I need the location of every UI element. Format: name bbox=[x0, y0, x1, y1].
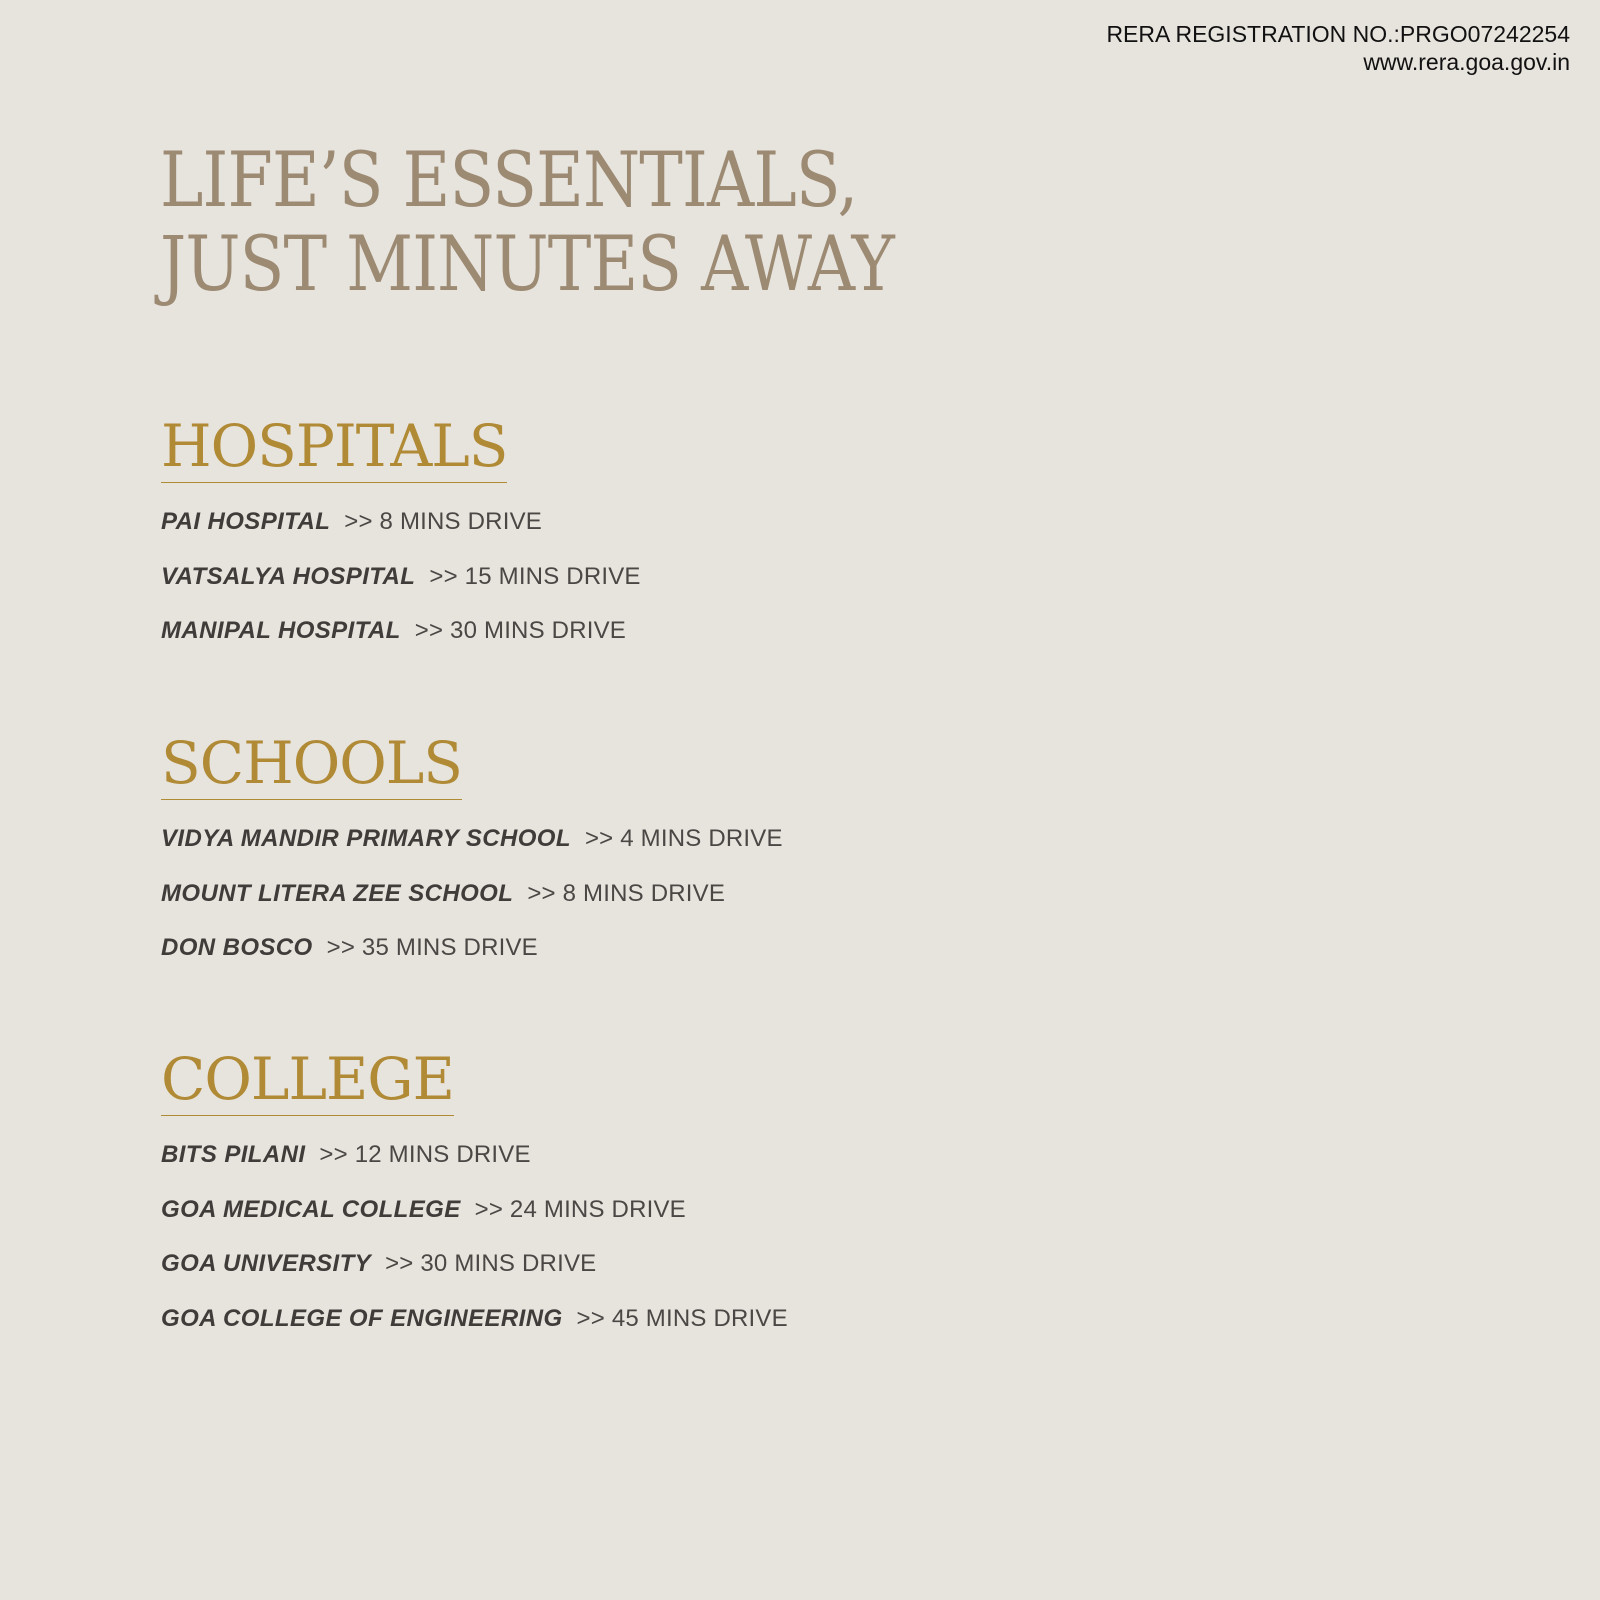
list-item bbox=[161, 1195, 788, 1250]
section-title-college: COLLEGE bbox=[161, 1045, 454, 1116]
drive-time: >> 45 MINS DRIVE bbox=[576, 1304, 788, 1332]
schools-list bbox=[161, 824, 783, 988]
drive-time: >> 35 MINS DRIVE bbox=[326, 934, 538, 961]
place-name: GOA MEDICAL COLLEGE bbox=[161, 1195, 461, 1223]
college-list bbox=[161, 1140, 788, 1358]
list-item bbox=[161, 933, 783, 988]
drive-time: >> 30 MINS DRIVE bbox=[414, 617, 627, 644]
rera-website: www.rera.goa.gov.in bbox=[1363, 49, 1570, 75]
section-title-hospitals: HOSPITALS bbox=[161, 412, 507, 483]
place-name: GOA UNIVERSITY bbox=[161, 1250, 372, 1277]
list-item bbox=[161, 879, 783, 934]
list-item bbox=[161, 507, 641, 562]
place-name: MOUNT LITERA ZEE SCHOOL bbox=[161, 879, 514, 907]
drive-time: >> 15 MINS DRIVE bbox=[429, 562, 641, 590]
place-name: MANIPAL HOSPITAL bbox=[161, 617, 401, 644]
headline-line-1: LIFE’S ESSENTIALS, bbox=[160, 135, 858, 224]
headline-line-2: JUST MINUTES AWAY bbox=[160, 219, 894, 308]
place-name: PAI HOSPITAL bbox=[161, 508, 331, 535]
drive-time: >> 4 MINS DRIVE bbox=[584, 825, 783, 852]
list-item bbox=[161, 1140, 788, 1195]
list-item bbox=[161, 616, 641, 671]
place-name: DON BOSCO bbox=[161, 934, 313, 961]
rera-registration: RERA REGISTRATION NO.:PRGO07242254 bbox=[1106, 21, 1570, 47]
place-name: GOA COLLEGE OF ENGINEERING bbox=[161, 1304, 563, 1332]
place-name: VATSALYA HOSPITAL bbox=[161, 562, 416, 590]
drive-time: >> 12 MINS DRIVE bbox=[319, 1141, 531, 1168]
drive-time: >> 30 MINS DRIVE bbox=[385, 1250, 597, 1277]
section-title-schools: SCHOOLS bbox=[161, 729, 462, 800]
list-item bbox=[161, 1249, 788, 1304]
section-schools bbox=[161, 729, 783, 988]
list-item bbox=[161, 562, 641, 617]
drive-time: >> 8 MINS DRIVE bbox=[527, 879, 726, 907]
drive-time: >> 24 MINS DRIVE bbox=[474, 1195, 686, 1223]
place-name: VIDYA MANDIR PRIMARY SCHOOL bbox=[161, 825, 571, 852]
list-item bbox=[161, 824, 783, 879]
page-headline bbox=[160, 135, 894, 308]
place-name: BITS PILANI bbox=[161, 1141, 306, 1168]
rera-info bbox=[1106, 20, 1570, 76]
drive-time: >> 8 MINS DRIVE bbox=[344, 508, 542, 535]
section-college bbox=[161, 1045, 788, 1358]
list-item bbox=[161, 1304, 788, 1359]
hospitals-list bbox=[161, 507, 641, 671]
section-hospitals bbox=[161, 412, 641, 671]
